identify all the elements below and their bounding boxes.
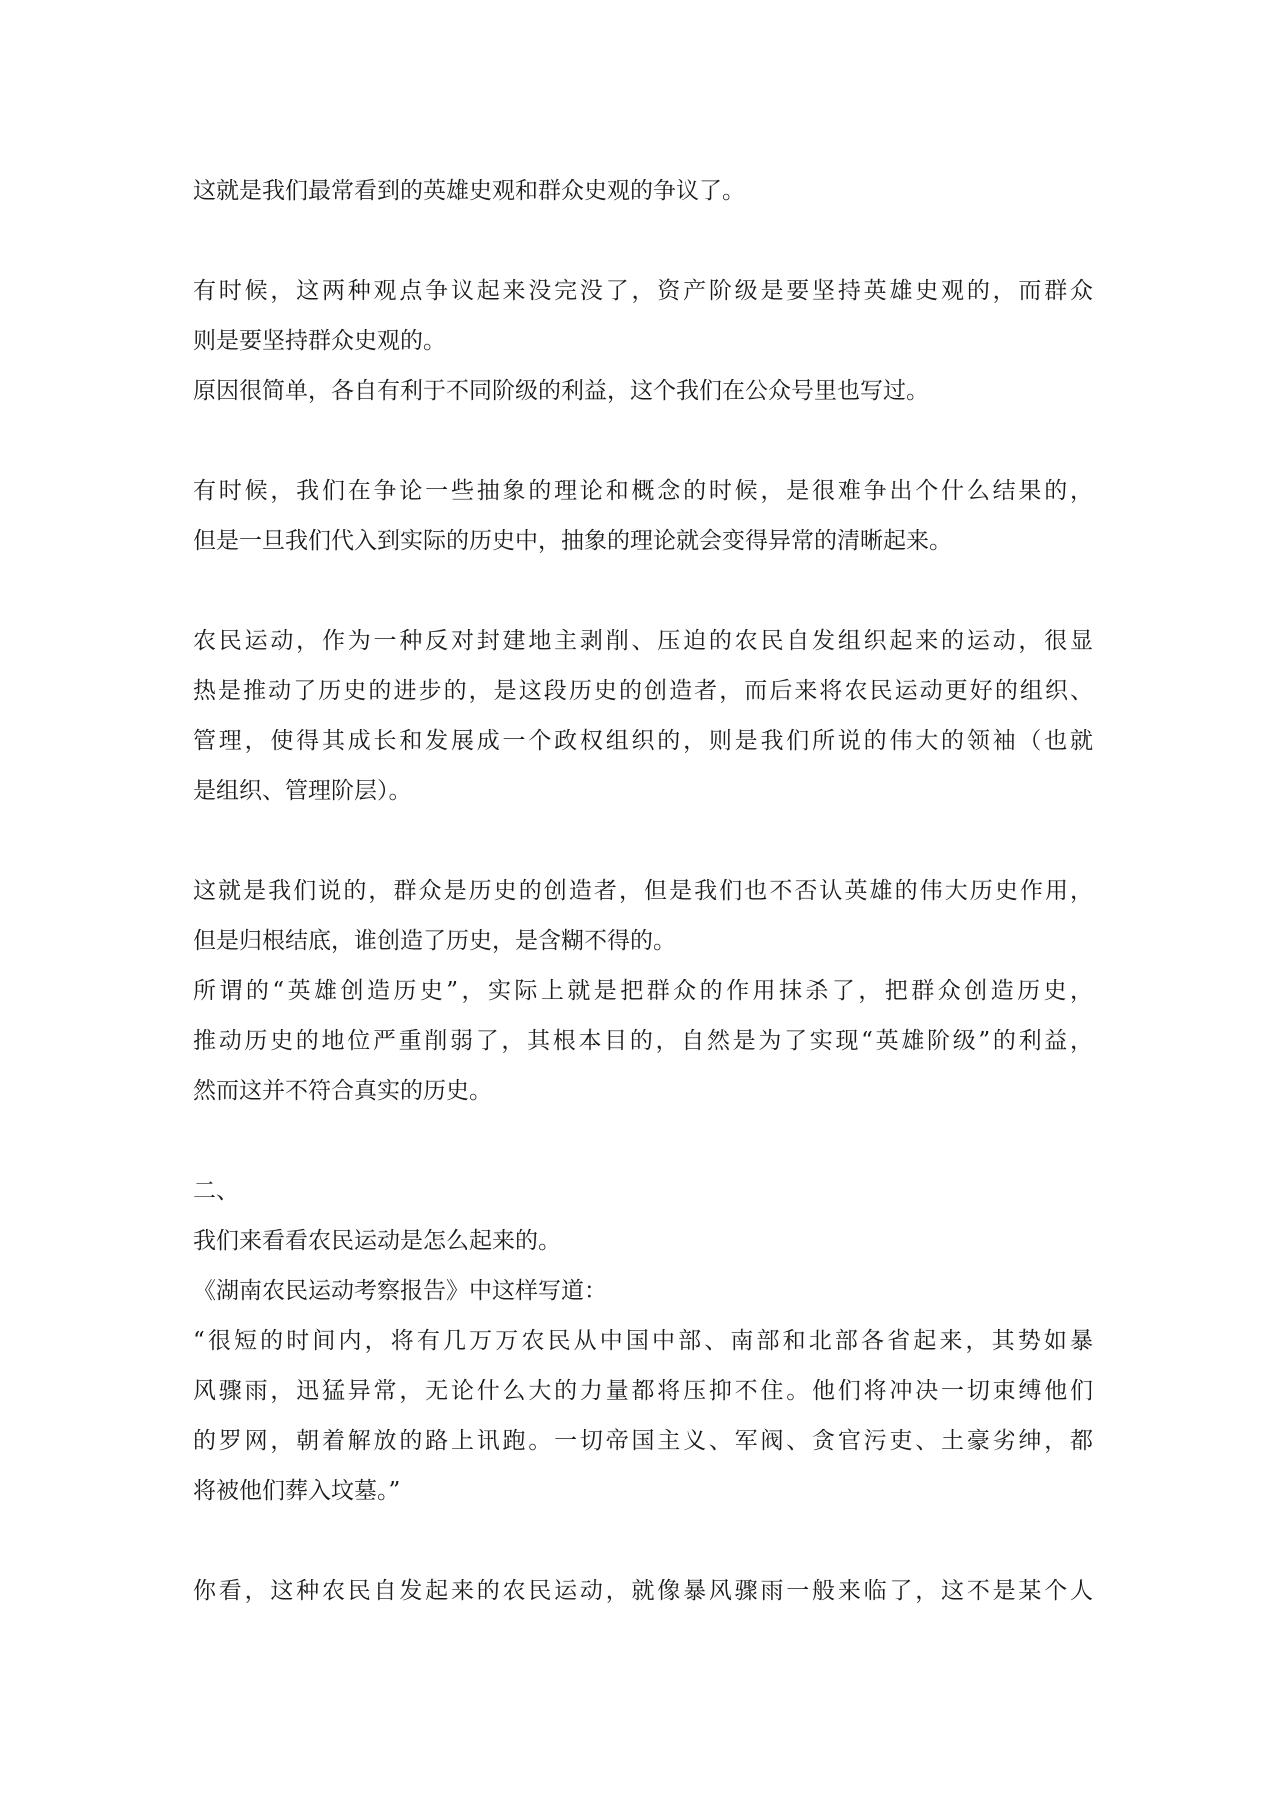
text-line: 我们来看看农民运动是怎么起来的。 — [193, 1228, 561, 1254]
text-line: 《湖南农民运动考察报告》中这样写道： — [193, 1278, 607, 1304]
text-line: 推动历史的地位严重削弱了，其根本目的，自然是为了实现“英雄阶级”的利益， — [193, 1028, 1093, 1054]
text-line: 原因很简单，各自有利于不同阶级的利益，这个我们在公众号里也写过。 — [193, 378, 929, 404]
paragraph-gap — [193, 1116, 1093, 1166]
quote-line: “很短的时间内，将有几万万农民从中国中部、南部和北部各省起来，其势如暴 — [193, 1328, 1093, 1354]
text-line: 但是一旦我们代入到实际的历史中，抽象的理论就会变得异常的清晰起来。 — [193, 528, 952, 554]
paragraph-gap — [193, 1516, 1093, 1566]
text-line: 则是要坚持群众史观的。 — [193, 328, 446, 354]
text-line: 然而这并不符合真实的历史。 — [193, 1078, 492, 1104]
text-line: 农民运动，作为一种反对封建地主剥削、压迫的农民自发组织起来的运动，很显 — [193, 628, 1093, 654]
text-line: 是组织、管理阶层）。 — [193, 778, 412, 804]
text-line: 你看，这种农民自发起来的农民运动，就像暴风骤雨一般来临了，这不是某个人 — [193, 1578, 1093, 1604]
quote-line: 的罗网，朝着解放的路上讯跑。一切帝国主义、军阀、贪官污吏、土豪劣绅，都 — [193, 1428, 1093, 1454]
text-line: 但是归根结底，谁创造了历史，是含糊不得的。 — [193, 928, 676, 954]
document-body — [193, 166, 1093, 1616]
text-line: 这就是我们说的，群众是历史的创造者，但是我们也不否认英雄的伟大历史作用， — [193, 878, 1093, 904]
paragraph-gap — [193, 216, 1093, 266]
text-line: 有时候，我们在争论一些抽象的理论和概念的时候，是很难争出个什么结果的， — [193, 478, 1093, 504]
quote-line: 将被他们葬入坟墓。” — [193, 1478, 401, 1504]
text-line: 热是推动了历史的进步的，是这段历史的创造者，而后来将农民运动更好的组织、 — [193, 678, 1093, 704]
paragraph-gap — [193, 416, 1093, 466]
text-line: 管理，使得其成长和发展成一个政权组织的，则是我们所说的伟大的领袖（也就 — [193, 728, 1093, 754]
paragraph-gap — [193, 566, 1093, 616]
text-line: 所谓的“英雄创造历史”，实际上就是把群众的作用抹杀了，把群众创造历史， — [193, 978, 1093, 1004]
text-line: 有时候，这两种观点争议起来没完没了，资产阶级是要坚持英雄史观的，而群众 — [193, 278, 1093, 304]
quote-line: 风骤雨，迅猛异常，无论什么大的力量都将压抑不住。他们将冲决一切束缚他们 — [193, 1378, 1093, 1404]
section-heading: 二、 — [193, 1178, 239, 1204]
text-line: 这就是我们最常看到的英雄史观和群众史观的争议了。 — [193, 178, 745, 204]
paragraph-gap — [193, 816, 1093, 866]
